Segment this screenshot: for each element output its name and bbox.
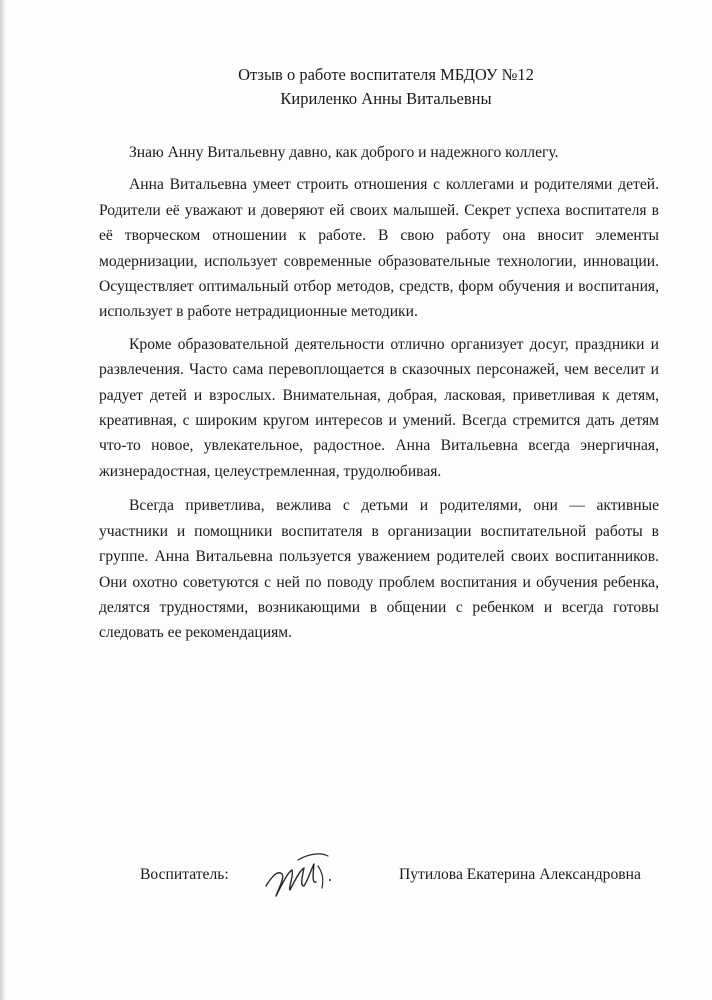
document-body [99, 140, 659, 646]
document-header [0, 63, 712, 111]
document-subtitle: Кириленко Анны Витальевны [280, 89, 492, 108]
paragraph-2: Анна Витальевна умеет строить отношения с коллегами и родителями детей. Родители её уважают и доверяют ей своих малышей. Секрет успеха воспитателя в её творческом отношении к работе. В свою работу она вносит элементы модернизации, использует современные образовательные технологии, инновации. Осуществляет оптимальный отбор методов, средств, форм обучения и воспитания, использует в работе нетрадиционные методики. [99, 176, 659, 321]
signature-label: Воспитатель: [140, 866, 229, 883]
document-title: Отзыв о работе воспитателя МБДОУ №12 [238, 65, 534, 84]
signatory-name: Путилова Екатерина Александровна [399, 866, 641, 883]
paragraph-4: Всегда приветлива, вежлива с детьми и родителями, они — активные участники и помощники воспитателя в организации воспитательной работы в группе. Анна Витальевна пользуется уважением родителей своих воспитанников. Они охотно советуются с ней по поводу проблем воспитания и обучения ребенка, делятся трудностями, возникающими в общении с ребенком и всегда готовы следовать ее рекомендациям. [99, 497, 659, 642]
paragraph-1: Знаю Анну Витальевну давно, как доброго и надежного коллегу. [129, 144, 559, 161]
handwritten-signature-icon [258, 846, 338, 902]
paragraph-3: Кроме образовательной деятельности отлично организует досуг, праздники и развлечения. Часто сама перевоплощается в сказочных персонажей, чем веселит и радует детей и взрослых. Внимательная, добрая, ласковая, приветливая к детям, креативная, с широким кругом интересов и умений. Всегда стремится дать детям что-то новое, увлекательное, радостное. Анна Витальевна всегда энергичная, жизнерадостная, целеустремленная, трудолюбивая. [99, 335, 659, 480]
scan-edge-shadow [0, 0, 6, 1000]
signature-block [0, 858, 712, 898]
